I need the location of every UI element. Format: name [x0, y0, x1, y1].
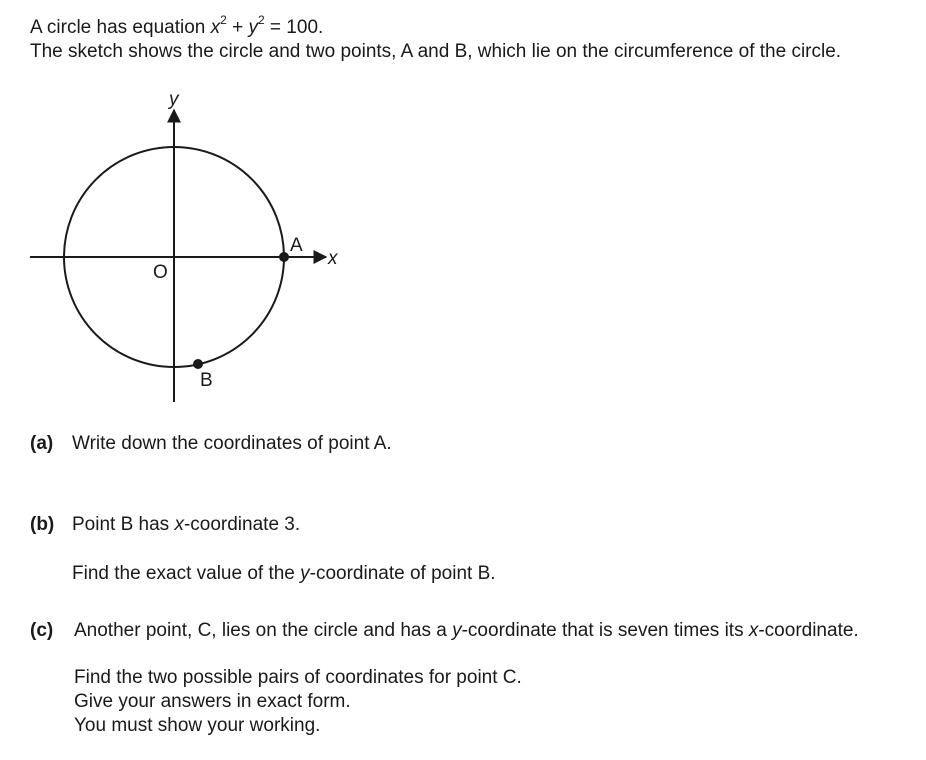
eq-rest: = 100.: [264, 17, 324, 38]
part-a: [30, 433, 392, 455]
point-b: [193, 359, 203, 369]
part-a-text: Write down the coordinates of point A.: [72, 433, 392, 454]
point-a-label: A: [290, 235, 303, 256]
eq-exp-2: 2: [257, 12, 265, 27]
eq-y: y: [248, 17, 258, 38]
part-b-line2-pre: Find the exact value of the: [72, 563, 301, 584]
part-b: [30, 514, 300, 536]
circle-equation: [210, 12, 324, 38]
part-b-line-2: [72, 563, 496, 585]
part-a-label: (a): [30, 433, 54, 454]
part-b-line2-post: -coordinate of point B.: [309, 563, 496, 584]
point-a: [279, 252, 289, 262]
part-c-label: (c): [30, 620, 54, 641]
question-intro-line-1: [30, 12, 324, 39]
part-b-text-var: x: [174, 514, 184, 535]
circle-diagram: [0, 88, 360, 408]
part-c-line-4: You must show your working.: [74, 715, 321, 736]
part-c-line-3: Give your answers in exact form.: [74, 691, 351, 712]
x-axis-label: x: [328, 248, 338, 269]
part-b-text-post: -coordinate 3.: [183, 514, 301, 535]
intro-prefix: A circle has equation: [30, 17, 206, 38]
part-c: [30, 620, 859, 642]
part-b-label: (b): [30, 514, 55, 535]
part-c-text-mid: -coordinate that is seven times its: [461, 620, 749, 641]
eq-x: x: [210, 17, 221, 38]
part-c-line-2: Find the two possible pairs of coordinates for point C.: [74, 667, 522, 688]
part-b-text-pre: Point B has: [72, 514, 175, 535]
part-b-line2-var: y: [300, 563, 310, 584]
part-c-text-var2: x: [748, 620, 759, 641]
eq-exp-1: 2: [220, 12, 227, 27]
y-axis-label: y: [169, 89, 179, 110]
origin-label: O: [153, 262, 168, 283]
eq-plus: +: [226, 17, 249, 38]
part-c-text-var1: y: [452, 620, 462, 641]
point-b-label: B: [200, 370, 213, 391]
part-c-text-post: -coordinate.: [758, 620, 859, 641]
part-c-text-pre: Another point, C, lies on the circle and has a: [74, 620, 453, 641]
question-intro-line-2: The sketch shows the circle and two points, A and B, which lie on the circumference of the circle.: [30, 41, 842, 62]
